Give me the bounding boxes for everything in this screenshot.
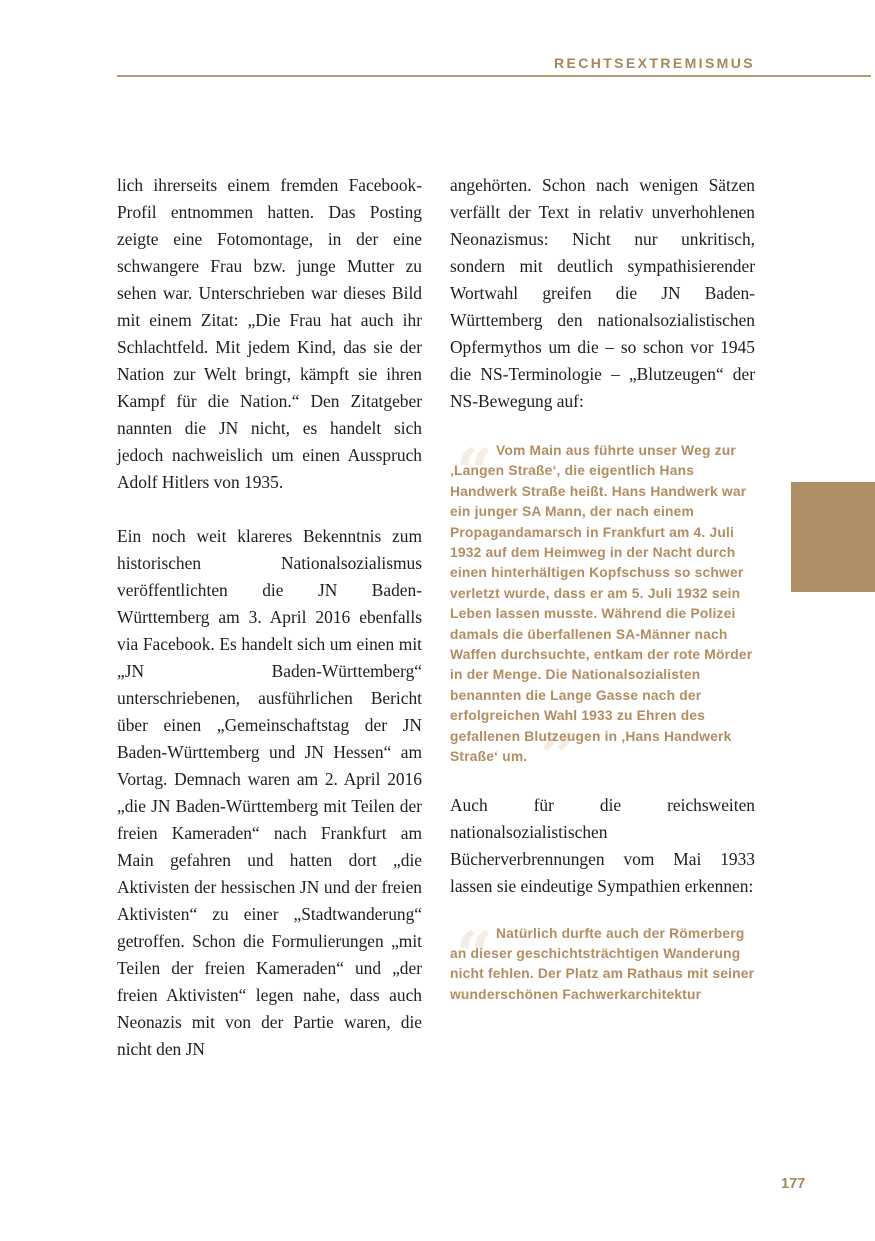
open-quote-mark-icon: “ xyxy=(456,917,494,993)
section-title: RECHTSEXTREMISMUS xyxy=(553,55,755,71)
block-quote xyxy=(450,917,755,1006)
body-paragraph: Ein noch weit klareres Bekenntnis zum historischen Nationalsozialismus veröffentlichten die JN Baden-Württemberg am 3. April 2016 ebenfalls via Facebook. Es handelt sich um einen mit „JN Baden-Württemberg“ unterschriebenen, ausführlichen Bericht über einen „Gemeinschaftstag der JN Baden-Württemberg und JN Hessen“ am Vortag. Demnach waren am 2. April 2016 „die JN Baden-Württemberg mit Teilen der freien Kameraden“ nach Frankfurt am Main gefahren und hatten dort „die Aktivisten der hessischen JN und der freien Aktivisten“ zu einer „Stadtwanderung“ getroffen. Schon die Formulierungen „mit Teilen der freien Kameraden“ und „der freien Aktivisten“ legen nahe, dass auch Neonazis mit von der Partie waren, die nicht den JN xyxy=(117,526,422,1059)
chapter-tab-marker xyxy=(791,482,875,592)
quote-text: Natürlich durfte auch der Römerberg an dieser geschichtsträchtigen Wanderung nicht fehlen. Der Platz am Rathaus mit seiner wunderschönen Fachwerkarchitektur xyxy=(450,925,755,1002)
left-text-column xyxy=(117,172,422,1063)
quote-text: Vom Main aus führte unser Weg zur ‚Langen Straße‘, die eigentlich Hans Handwerk Straße heißt. Hans Handwerk war ein junger SA Mann, der nach einem Propagandamarsch in Frankfurt am 4. Juli 1932 auf dem Heimweg in der Nacht durch einen hinterhältigen Kopfschuss so schwer verletzt wurde, dass er am 5. Juli 1932 sein Leben lassen musste. Während die Polizei damals die überfallenen SA-Männer nach Waffen durchsuchte, entkam der rote Mörder in der Menge. Die Nationalsozialisten benannten die Lange Gasse nach der erfolgreichen Wahl 1933 zu Ehren des gefallenen Blutzeugen in ‚Hans Handwerk Straße‘ um. xyxy=(450,443,753,765)
right-text-column xyxy=(450,172,755,1005)
body-paragraph: lich ihrerseits einem fremden Facebook-Profil entnommen hatten. Das Posting zeigte eine Fotomontage, in der eine schwangere Frau bzw. junge Mutter zu sehen war. Unterschrieben war dieses Bild mit einem Zitat: „Die Frau hat auch ihr Schlachtfeld. Mit jedem Kind, das sie der Nation zur Welt bringt, kämpft sie ihren Kampf für die Nation.“ Den Zitatgeber nannten die JN nicht, es handelt sich jedoch nachweislich um einen Ausspruch Adolf Hitlers von 1935. xyxy=(117,175,422,492)
body-paragraph: Auch für die reichsweiten nationalsozialistischen Bücherverbrennungen vom Mai 1933 lassen sie eindeutige Sympathien erkennen: xyxy=(450,794,755,896)
body-paragraph: angehörten. Schon nach wenigen Sätzen verfällt der Text in relativ unverhohlenen Neonazismus: Nicht nur unkritisch, sondern mit deutlich sympathisierender Wortwahl greifen die JN Baden-Württemberg den nationalsozialistischen Opfermythos um die – so schon vor 1945 die NS-Terminologie – „Blutzeugen“ der NS-Bewegung auf: xyxy=(450,175,755,411)
header-divider xyxy=(117,75,871,77)
open-quote-mark-icon: “ xyxy=(456,435,494,510)
close-quote-mark-icon: ” xyxy=(540,719,578,795)
block-quote xyxy=(450,435,755,795)
page-number: 177 xyxy=(781,1176,806,1192)
